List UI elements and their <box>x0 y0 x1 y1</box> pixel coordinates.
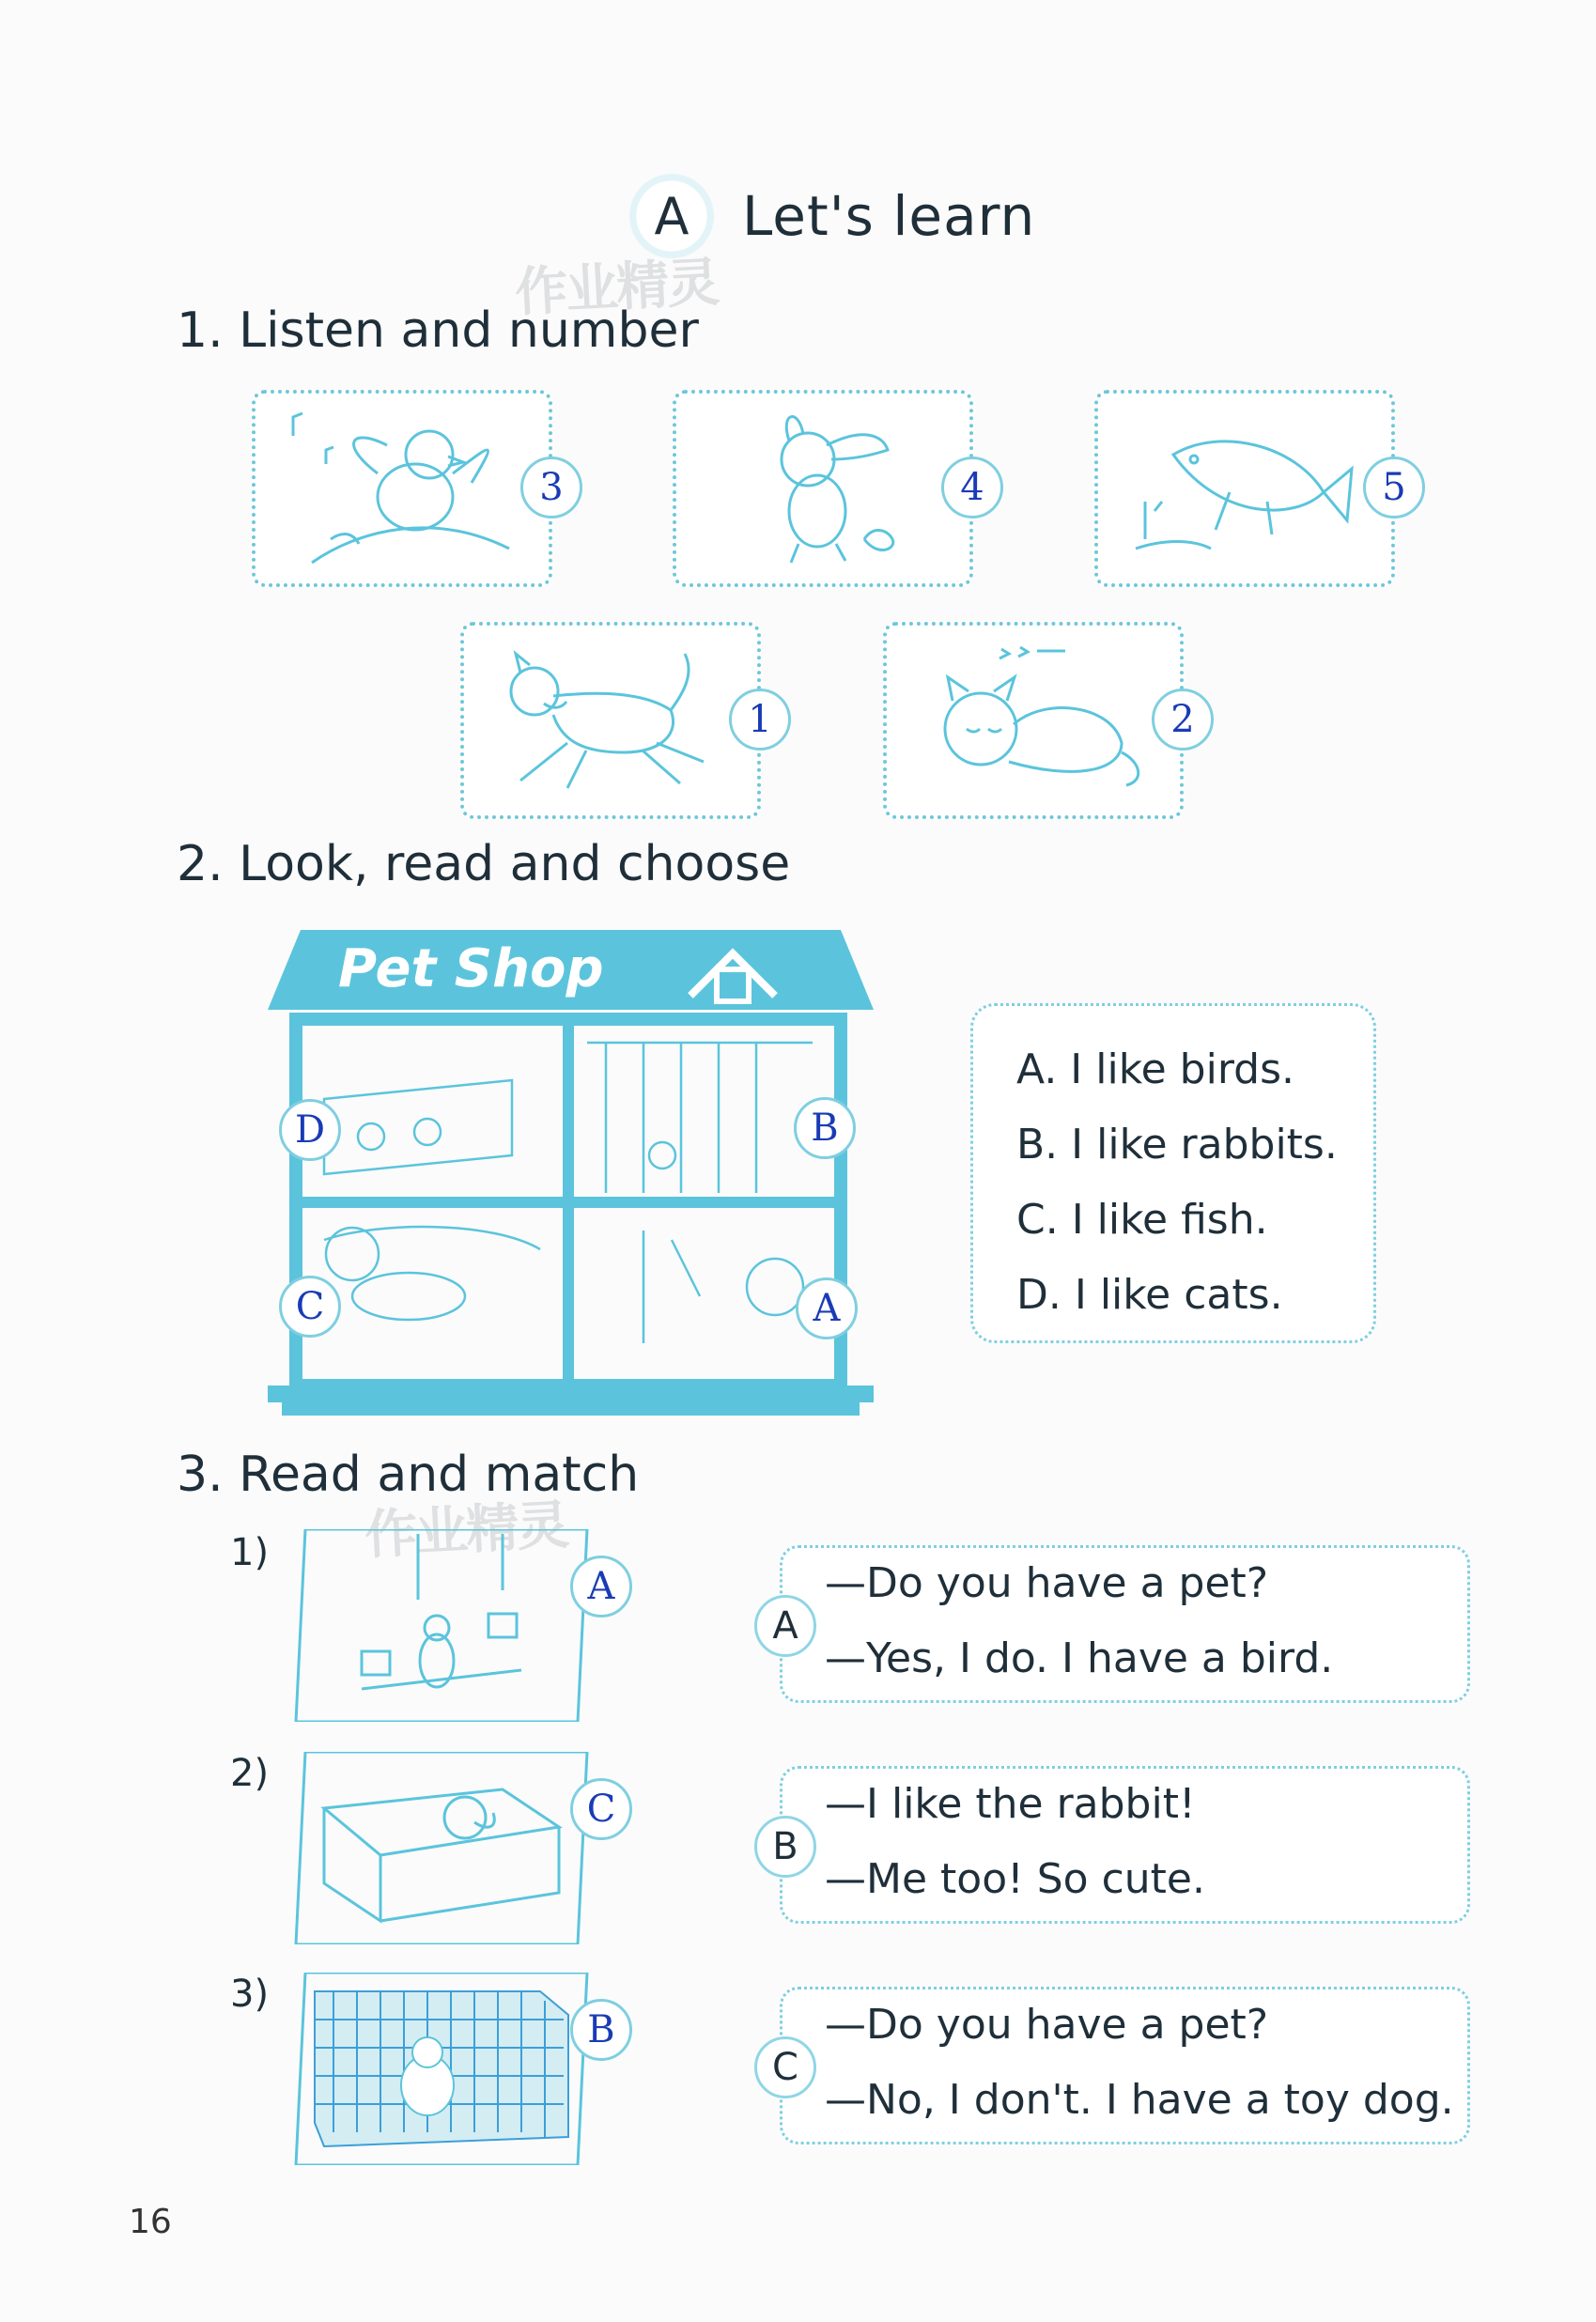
dialog-b-line-1: —I like the rabbit! <box>825 1780 1196 1828</box>
card-number: 1 <box>729 689 791 751</box>
fish-icon <box>1117 408 1371 572</box>
item-2-label: 2) <box>230 1752 270 1795</box>
dialog-b-letter: B <box>754 1816 816 1878</box>
choice-b: B. I like rabbits. <box>1016 1121 1338 1169</box>
card-number: 2 <box>1152 689 1214 751</box>
item-3-label: 3) <box>230 1973 270 2016</box>
card-cat <box>883 622 1195 819</box>
card-number: 3 <box>520 457 582 519</box>
item-1-label: 1) <box>230 1531 270 1574</box>
dialog-b-line-2: —Me too! So cute. <box>825 1855 1205 1903</box>
pet-shop-picture <box>268 930 874 1423</box>
shop-label-b: B <box>794 1097 856 1159</box>
lesson-title: Let's learn <box>742 184 1036 248</box>
section-1-title: 1. Listen and number <box>177 302 699 359</box>
bird-icon <box>274 408 528 572</box>
item-2-picture <box>287 1752 616 1944</box>
choices-box <box>970 1003 1376 1343</box>
watermark: 作业精灵 <box>513 252 720 324</box>
card-bird <box>252 390 564 587</box>
dialog-a-line-1: —Do you have a pet? <box>825 1559 1269 1607</box>
cat-icon <box>906 640 1159 804</box>
dialog-a <box>772 1545 1470 1703</box>
choice-c: C. I like fish. <box>1016 1196 1268 1244</box>
item-1-picture <box>287 1529 615 1722</box>
item-3-answer: B <box>570 1999 632 2061</box>
section-3-title: 3. Read and match <box>177 1447 640 1503</box>
toy-dog-box-icon <box>287 1752 597 1944</box>
card-fish <box>1094 390 1406 587</box>
watermark: 作业精灵 <box>363 1494 569 1567</box>
card-rabbit <box>673 390 984 587</box>
choice-a: A. I like birds. <box>1016 1045 1294 1093</box>
card-number: 4 <box>941 457 1003 519</box>
item-3-picture <box>287 1973 615 2165</box>
item-1-answer: A <box>570 1556 632 1618</box>
rabbit-cage-icon <box>287 1973 597 2165</box>
dialog-c-line-1: —Do you have a pet? <box>825 2001 1269 2049</box>
dialog-c <box>772 1987 1470 2144</box>
shop-label-a: A <box>796 1277 858 1339</box>
pet-shop-icon <box>268 930 874 1423</box>
card-number: 5 <box>1363 457 1425 519</box>
dialog-b <box>772 1766 1470 1924</box>
section-2-title: 2. Look, read and choose <box>177 836 791 892</box>
dog-icon <box>483 640 736 804</box>
item-2-answer: C <box>570 1778 632 1840</box>
choice-d: D. I like cats. <box>1016 1271 1283 1319</box>
lesson-badge: A <box>629 174 714 258</box>
dialog-c-letter: C <box>754 2036 816 2098</box>
dialog-a-letter: A <box>754 1595 816 1657</box>
shop-sign: Pet Shop <box>338 938 604 999</box>
page-number: 16 <box>129 2203 172 2241</box>
shop-label-c: C <box>279 1276 341 1338</box>
dialog-c-line-2: —No, I don't. I have a toy dog. <box>825 2076 1454 2124</box>
card-dog <box>460 622 772 819</box>
dialog-a-line-2: —Yes, I do. I have a bird. <box>825 1634 1334 1682</box>
bird-perch-icon <box>287 1529 597 1722</box>
rabbit-icon <box>695 408 949 572</box>
shop-label-d: D <box>279 1099 341 1161</box>
